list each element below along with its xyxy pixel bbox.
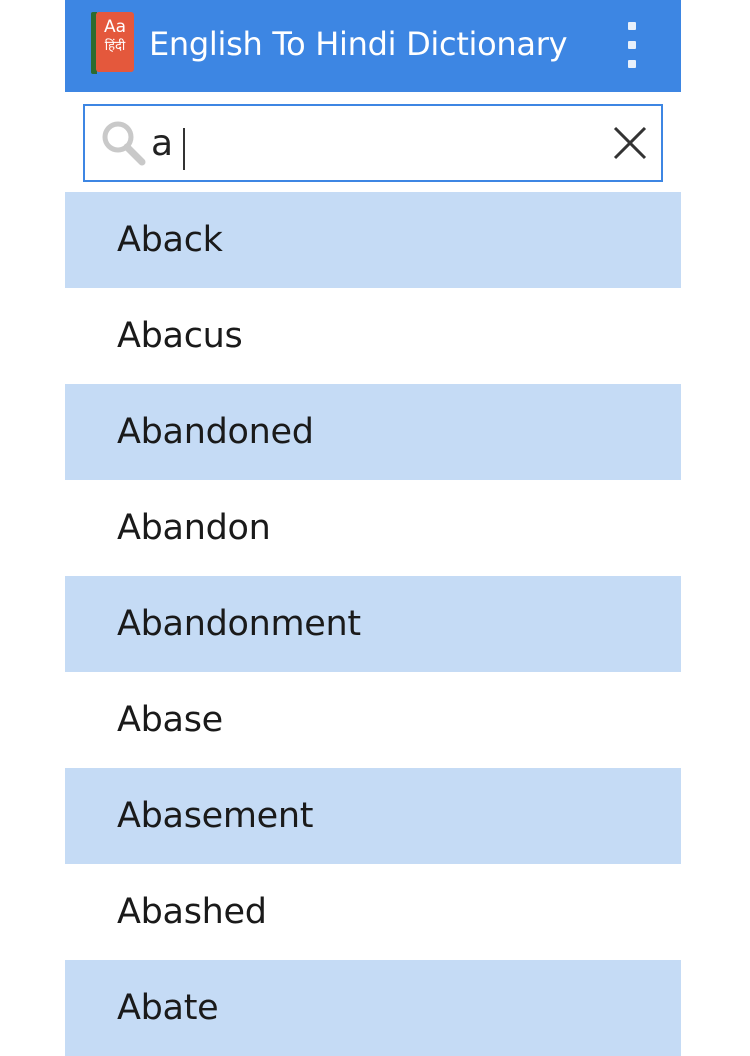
list-item[interactable]: Abandoned [65,384,681,480]
app-bar [65,0,681,92]
list-item[interactable]: Abashed [117,892,267,932]
menu-dot [628,41,636,49]
search-box[interactable] [83,104,663,182]
list-item[interactable]: Abandonment [65,576,681,672]
menu-dot [628,22,636,30]
book-cover [96,12,134,72]
close-icon[interactable] [613,126,647,160]
dictionary-book-icon [91,12,135,74]
list-item[interactable]: Abacus [117,316,243,356]
app-icon-text-top: Aa [103,17,127,37]
word-list [65,192,681,1056]
list-item[interactable]: Aback [65,192,681,288]
app-icon-text-bottom: हिंदी [104,39,126,54]
search-icon [99,118,151,170]
list-item[interactable]: Abate [65,960,681,1056]
app-title: English To Hindi Dictionary [149,25,568,63]
list-item[interactable]: Abase [117,700,223,740]
menu-dot [628,60,636,68]
phone-screen [65,0,681,1028]
list-item[interactable]: Abasement [65,768,681,864]
list-item[interactable]: Abandon [117,508,271,548]
search-input[interactable] [151,118,591,168]
text-cursor [183,128,185,170]
overflow-menu-icon[interactable] [621,22,643,68]
